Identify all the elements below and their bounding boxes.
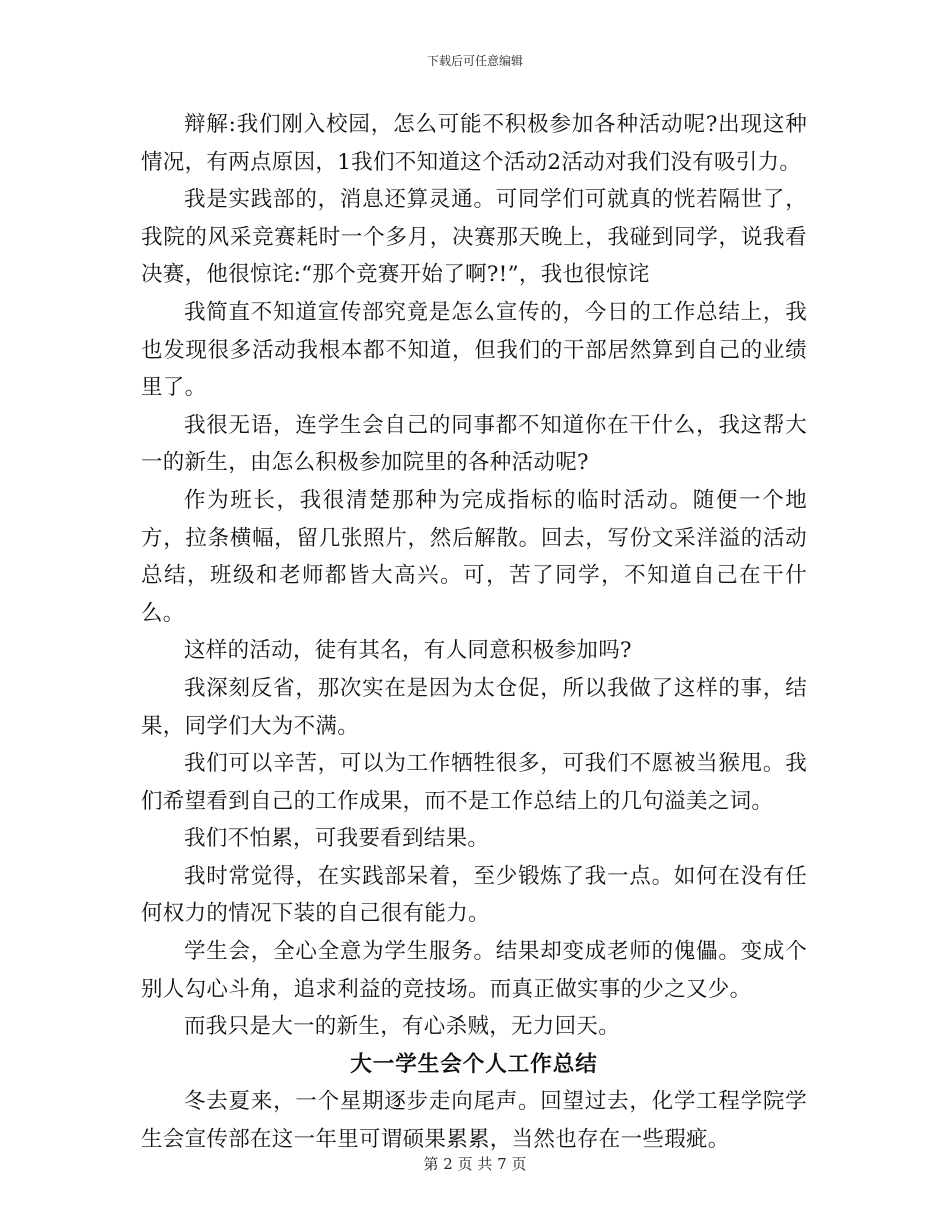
body-paragraph: 我简直不知道宣传部究竟是怎么宣传的，今日的工作总结上，我也发现很多活动我根本都不知道，但我们的干部居然算到自己的业绩里了。 bbox=[141, 299, 807, 401]
section-title: 大一学生会个人工作总结 bbox=[350, 1051, 598, 1077]
body-paragraph: 辩解:我们刚入校园，怎么可能不积极参加各种活动呢?出现这种情况，有两点原因，1我们不知道这个活动2活动对我们没有吸引力。 bbox=[141, 112, 807, 175]
body-paragraph: 我们可以辛苦，可以为工作牺牲很多，可我们不愿被当猴甩。我们希望看到自己的工作成果，而不是工作总结上的几句溢美之词。 bbox=[141, 751, 807, 814]
body-paragraph: 我们不怕累，可我要看到结果。 bbox=[184, 826, 490, 852]
page-footer: 第 2 页 共 7 页 bbox=[423, 1155, 527, 1173]
body-paragraph: 我时常觉得，在实践部呆着，至少锻炼了我一点。如何在没有任何权力的情况下装的自己很有能力。 bbox=[141, 863, 807, 927]
body-paragraph: 我是实践部的，消息还算灵通。可同学们可就真的恍若隔世了，我院的风采竞赛耗时一个多月，决赛那天晚上，我碰到同学，说我看决赛，他很惊诧:“那个竞赛开始了啊?!”，我也很惊诧 bbox=[141, 187, 807, 288]
body-paragraph: 我深刻反省，那次实在是因为太仓促，所以我做了这样的事，结果，同学们大为不满。 bbox=[141, 675, 807, 739]
body-paragraph: 这样的活动，徒有其名，有人同意积极参加吗? bbox=[184, 638, 632, 664]
section-paragraph: 冬去夏来，一个星期逐步走向尾声。回望过去，化学工程学院学生会宣传部在这一年里可谓硕果累累，当然也存在一些瑕疵。 bbox=[141, 1089, 807, 1153]
body-paragraph: 而我只是大一的新生，有心杀贼，无力回天。 bbox=[184, 1014, 621, 1040]
body-paragraph: 我很无语，连学生会自己的同事都不知道你在干什么，我这帮大一的新生，由怎么积极参加院里的各种活动呢? bbox=[141, 412, 807, 476]
document-body bbox=[141, 106, 807, 1159]
body-paragraph: 作为班长，我很清楚那种为完成指标的临时活动。随便一个地方，拉条横幅，留几张照片，然后解散。回去，写份文采洋溢的活动总结，班级和老师都皆大高兴。可，苦了同学，不知道自己在干什么。 bbox=[141, 487, 807, 626]
body-paragraph: 学生会，全心全意为学生服务。结果却变成老师的傀儡。变成个别人勾心斗角，追求利益的竞技场。而真正做实事的少之又少。 bbox=[141, 939, 807, 1002]
page-header: 下载后可任意编辑 bbox=[426, 54, 523, 68]
